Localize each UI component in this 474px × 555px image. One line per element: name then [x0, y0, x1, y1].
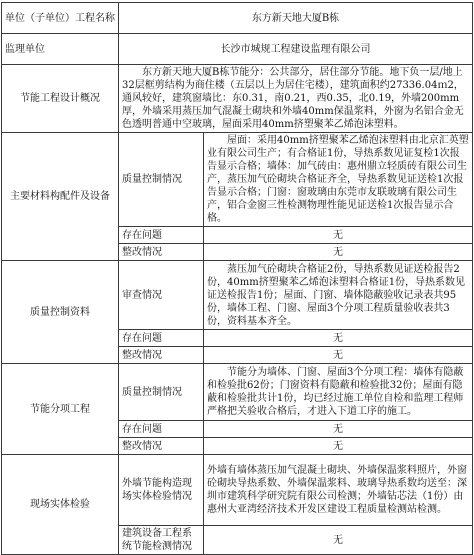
- unit-name-label: 单位（子单位）工程名称: [2, 3, 119, 34]
- onsite-label: 现场实体检验: [2, 455, 119, 555]
- materials-label: 主要材料构配件及设备: [2, 133, 119, 261]
- qcdocs-issues-label: 存在问题: [119, 330, 204, 347]
- design-overview-label: 节能工程设计概况: [2, 65, 119, 133]
- subitems-issues-value: 无: [204, 421, 473, 438]
- row-subitems-qc: [2, 364, 473, 421]
- row-materials-qc: [2, 133, 473, 227]
- qcdocs-label: 质量控制资料: [2, 261, 119, 364]
- row-onsite-envelope: [2, 455, 473, 526]
- materials-rect-value: 无: [204, 244, 473, 261]
- supervisor-value: 长沙市城规工程建设监理有限公司: [119, 34, 473, 65]
- onsite-equipment-label: 建筑设备工程系统节能检测情况: [119, 526, 204, 555]
- subitems-label: 节能分项工程: [2, 364, 119, 455]
- onsite-envelope-text: 外墙有墙体蒸压加气混凝土砌块、外墙保温浆料照片，外窗砼砌块导热系数、外墙保温浆料、玻璃导热系数均送至：深圳市建筑科学研究院有限公司检测；外墙钻芯法（1份）由惠州大亚湾经济技术开发区建设工程质量检测站检测。: [204, 455, 473, 526]
- onsite-envelope-label: 外墙节能构造现场实体检验情况: [119, 455, 204, 526]
- subitems-rect-value: 无: [204, 438, 473, 455]
- supervisor-label: 监理单位: [2, 34, 119, 65]
- qcdocs-rect-value: 无: [204, 347, 473, 364]
- materials-qc-label: 质量控制情况: [119, 133, 204, 227]
- materials-issues-value: 无: [204, 227, 473, 244]
- row-qcdocs-review: [2, 261, 473, 330]
- row-unit-name: [2, 3, 473, 34]
- energy-report-table: [1, 2, 473, 555]
- subitems-rect-label: 整改情况: [119, 438, 204, 455]
- qcdocs-review-label: 审查情况: [119, 261, 204, 330]
- onsite-equipment-value: 无: [204, 526, 473, 555]
- subitems-qc-text: 节能分为墙体、门窗、屋面3个分项工程：墙体有隐蔽和检验批62份；门窗资料有隐蔽和检验批32份；屋面有隐蔽和检验批共计1份，均已经过施工单位自检和监理工程师严格把关验收合格后，才进入下道工序的施工。: [204, 364, 473, 421]
- qcdocs-issues-value: 无: [204, 330, 473, 347]
- row-design-overview: [2, 65, 473, 133]
- qcdocs-review-text: 蒸压加气砼砌块合格证2份，导热系数见证送检报告2份，40mm挤塑聚苯乙烯泡沫塑料合格证1份，导热系数见证送检报告1份；屋面、门窗、墙体隐蔽验收记录表共95份，墙体工程、门窗、屋面3个分项工程质量验收表共3份，资料基本齐全。: [204, 261, 473, 330]
- qcdocs-rect-label: 整改情况: [119, 347, 204, 364]
- design-overview-text: 东方新天地大厦B栋节能分：公共部分，居住部分节能。地下负一层/地上32层框剪结构为商住楼（五层以上为居住宅楼），建筑面积约27336.04ｍ2，通风较好，建筑窗墙比：东0.31，南0.21，西0.35，北0.19，外墙200mm厚，外墙采用蒸压加气混凝土砌块和外墙40mm保温浆料，外窗为名铝合金无色透明普通中空玻璃，屋面采用40mm挤塑聚苯乙烯泡沫塑料。: [119, 65, 473, 133]
- subitems-issues-label: 存在问题: [119, 421, 204, 438]
- subitems-qc-label: 质量控制情况: [119, 364, 204, 421]
- materials-issues-label: 存在问题: [119, 227, 204, 244]
- materials-rect-label: 整改情况: [119, 244, 204, 261]
- unit-name-value: 东方新天地大厦B栋: [119, 3, 473, 34]
- materials-qc-text: 屋面：采用40mm挤塑聚苯乙烯泡沫塑料由北京汇英塑业有限公司生产；有合格证1份，导热系数见证复检1次报告显示合格；墙体：加气砖由：惠州鼎立轻质砖有限公司生产，蒸压加气砼砌块合格证齐全，导热系数见证送检1次报告显示合格；门窗：窗玻璃由东莞市友联玻璃有限公司生产，铝合金窗三性检测物理性能见证送检1次报告显示合格。: [204, 133, 473, 227]
- row-supervisor: [2, 34, 473, 65]
